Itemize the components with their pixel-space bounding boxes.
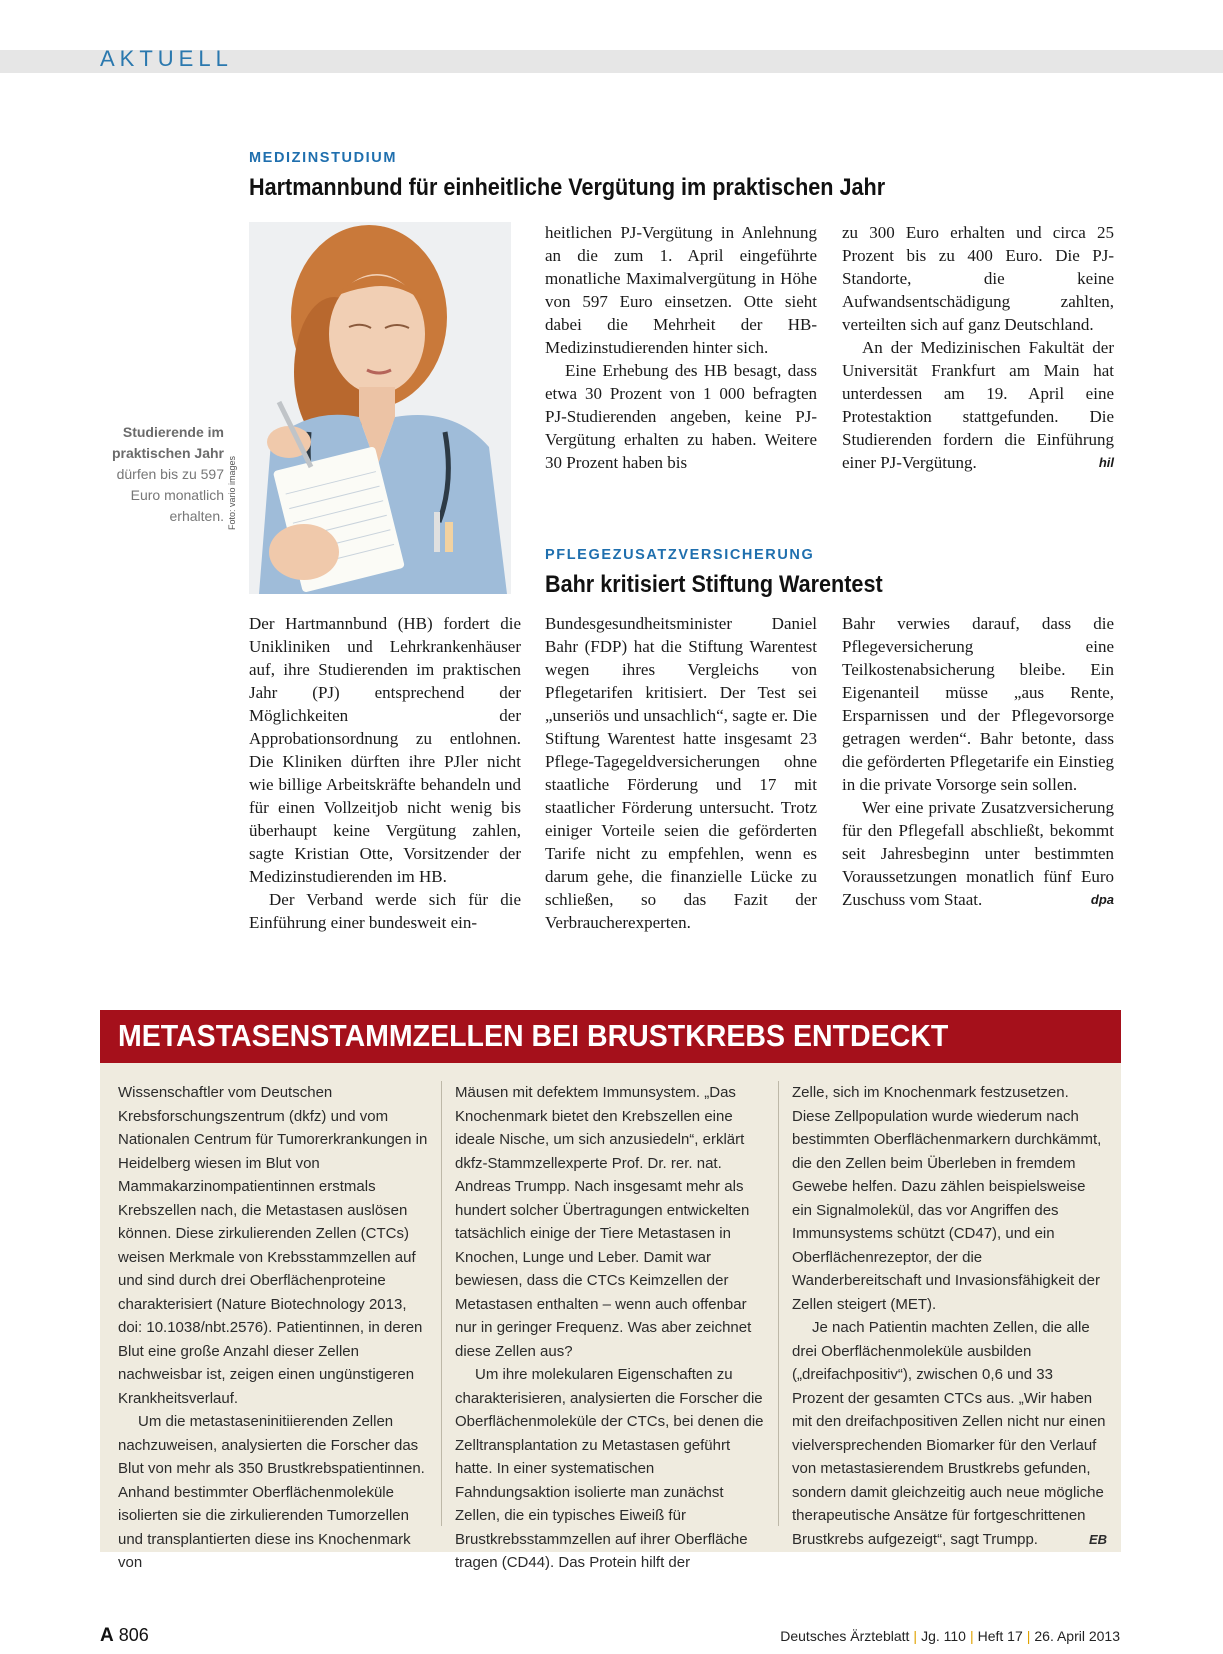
article1-col2-p2: Eine Erhebung des HB besagt, dass etwa 30 Prozent von 1 000 befragten PJ-Studierenden angeben, keine PJ-Vergütung erhalten zu haben. Weitere 30 Prozent haben bis (545, 361, 817, 472)
article1-signature: hil (1098, 455, 1114, 470)
article2-headline: Bahr kritisiert Stiftung Warentest (545, 571, 883, 598)
article2-col2-p1: Bundesgesundheitsminister Daniel Bahr (FDP) hat die Stiftung Warentest wegen ihres Vergleichs von Pflegetarifen kritisiert. Der Test sei „unseriös und unsachlich“, sagte er. Die Stiftung Warentest hatte insgesamt 23 Pflege-Tagegeldversicherungen ohne staatliche Förderung und 17 mit staatlicher Förderung untersucht. Trotz einiger Vorteile seien die geförderten Tarife nicht zu empfehlen, wenn es darum gehe, die finanzielle Lücke zu schließen, so das Fazit der Verbraucherexperten. (545, 614, 817, 932)
article1-col1 (249, 612, 521, 934)
box-col3-p1: Zelle, sich im Knochenmark festzusetzen. Diese Zellpopulation wurde wiederum nach bestimmten Oberflächenmarkern durchkämmt, die den Zellen beim Überleben in fremdem Gewebe helfen. Dazu zählen beispielsweise ein Signalmolekül, das vor Angriffen des Immunsystems schützt (CD47), und ein Oberflächenrezeptor, der die Wanderbereitschaft und Invasionsfähigkeit der Zellen steigert (MET). (792, 1084, 1102, 1313)
page-prefix: A (100, 1625, 114, 1646)
article1-col3 (842, 221, 1114, 474)
article1-kicker: MEDIZINSTUDIUM (249, 150, 398, 166)
box-divider-1 (441, 1081, 442, 1526)
box-col2 (455, 1081, 765, 1575)
box-col2-p2: Um ihre molekularen Eigenschaften zu charakterisieren, analysierten die Forscher die Oberflächenmoleküle der CTCs, bei denen die Zelltransplantation zu Metastasen geführt hatte. In einer systematischen Fahndungsaktion isolierte man zunächst Zellen, die ein typisches Eiweiß für Brustkrebsstammzellen auf ihrer Oberfläche tragen (CD44). Das Protein hilft der (455, 1366, 764, 1571)
article2-col3-p1: Bahr verwies darauf, dass die Pflegeversicherung eine Teilkostenabsicherung bleibe. Ein Eigenanteil müsse „aus Rente, Ersparnissen und der Pflegevorsorge getragen werden“. Bahr betonte, dass die geförderten Pflegetarife ein Einstieg in die private Vorsorge sein sollen. (842, 614, 1114, 794)
article2-col2 (545, 612, 817, 934)
footer-separator: | (969, 1628, 974, 1644)
footer-separator: | (913, 1628, 918, 1644)
caption-bold: Studierende im praktischen Jahr (111, 424, 224, 461)
article1-col3-p2 (842, 336, 1114, 474)
article2-col3-p2 (842, 796, 1114, 911)
article1-col1-p1: Der Hartmannbund (HB) fordert die Unikliniken und Lehrkrankenhäuser auf, ihre Studierenden im praktischen Jahr (PJ) entsprechend der Möglichkeiten der Approbationsordnung zu entlohnen. Die Kliniken dürften ihre PJler nicht wie billige Arbeitskräfte behandeln und für einen Vollzeitjob nicht wenig bis überhaupt keine Vergütung zahlen, sagte Kristian Otte, Vorsitzender der Medizinstudierenden im HB. (249, 614, 521, 886)
article1-col2 (545, 221, 817, 474)
box-divider-2 (778, 1081, 779, 1526)
footer-citation (780, 1628, 1120, 1644)
photo-caption (96, 422, 224, 527)
page-number-value: 806 (118, 1625, 149, 1645)
article1-photo (249, 222, 511, 594)
photo-credit: Foto: vario images (227, 455, 237, 530)
footer-journal: Deutsches Ärzteblatt (780, 1628, 910, 1644)
box-col3-p2 (792, 1316, 1107, 1551)
footer-issue: Heft 17 (977, 1628, 1023, 1644)
footer-separator: | (1026, 1628, 1031, 1644)
footer-volume: Jg. 110 (921, 1628, 966, 1644)
article2-col3 (842, 612, 1114, 911)
box-col3-p2-text: Je nach Patientin machten Zellen, die alle drei Oberflächenmoleküle ausbilden („dreifachpositiv“), zwischen 0,6 und 33 Prozent der gesamten CTCs aus. „Wir haben mit den dreifachpositiven Zellen nicht nur einen vielversprechenden Biomarker für den Verlauf von metastasierendem Brustkrebs gefunden, sondern damit gleichzeitig auch neue mögliche therapeutische Ansätze für fortgeschrittenen Brustkrebs aufgezeigt“, sagt Trumpp. (792, 1319, 1106, 1548)
article1-col2-p1: heitlichen PJ-Vergütung in Anlehnung an die zum 1. April eingeführte monatliche Maximalvergütung in Höhe von 597 Euro einsetzen. Otte sieht dabei die Mehrheit der HB-Medizinstudierenden hinter sich. (545, 223, 817, 357)
article2-col3-p2-text: Wer eine private Zusatzversicherung für den Pflegefall abschließt, bekommt seit Jahresbeginn unter bestimmten Voraussetzungen monatlich fünf Euro Zuschuss vom Staat. (842, 798, 1114, 909)
box-col1-p1: Wissenschaftler vom Deutschen Krebsforschungszentrum (dkfz) und vom Nationalen Centrum für Tumorerkrankungen in Heidelberg wiesen im Blut von Mammakarzinompatientinnen erstmals Krebszellen nach, die Metastasen auslösen können. Diese zirkulierenden Zellen (CTCs) weisen Merkmale von Krebsstammzellen auf und sind durch drei Oberflächenproteine charakterisiert (Nature Biotechnology 2013, doi: 10.1038/nbt.2576). Patientinnen, in deren Blut eine große Anzahl dieser Zellen nachweisbar ist, zeigen einen ungünstigeren Krankheitsverlauf. (118, 1084, 428, 1407)
section-label: AKTUELL (100, 46, 233, 71)
page-number (100, 1625, 149, 1647)
article1-col3-p1: zu 300 Euro erhalten und circa 25 Prozent bis zu 400 Euro. Die PJ-Standorte, die keine Aufwandsentschädigung zahlten, verteilten sich auf ganz Deutschland. (842, 223, 1114, 334)
footer-date: 26. April 2013 (1034, 1628, 1120, 1644)
box-col1 (118, 1081, 428, 1575)
box-col2-p1: Mäusen mit defektem Immunsystem. „Das Knochenmark bietet den Krebszellen eine ideale Nische, um sich anzusiedeln“, erklärt dkfz-Stammzellexperte Prof. Dr. rer. nat. Andreas Trumpp. Nach insgesamt mehr als hundert solcher Übertragungen entwickelten tatsächlich einige der Tiere Metastasen in Knochen, Lunge und Leber. Damit war bewiesen, dass die CTCs Keimzellen der Metastasen enthalten – wenn auch offenbar nur in geringer Frequenz. Was aber zeichnet diese Zellen aus? (455, 1084, 752, 1360)
article1-headline: Hartmannbund für einheitliche Vergütung im praktischen Jahr (249, 174, 886, 201)
article2-signature: dpa (1090, 892, 1114, 907)
article2-kicker: PFLEGEZUSATZVERSICHERUNG (545, 547, 815, 563)
article1-col3-p2-text: An der Medizinischen Fakultät der Universität Frankfurt am Main hat unterdessen am 19. April eine Protestaktion stattgefunden. Die Studierenden fordern die Einführung einer PJ-Vergütung. (842, 338, 1114, 472)
box-signature: EB (1088, 1531, 1107, 1547)
box-col3 (792, 1081, 1107, 1551)
article1-col1-p2: Der Verband werde sich für die Einführung einer bundesweit ein- (249, 890, 521, 932)
info-box-title: METASTASENSTAMMZELLEN BEI BRUSTKREBS ENTDECKT (118, 1018, 949, 1053)
box-col1-p2: Um die metastaseninitiierenden Zellen nachzuweisen, analysierten die Forscher das Blut von mehr als 350 Brustkrebspatientinnen. Anhand bestimmter Oberflächenmoleküle isolierten sie die zirkulierenden Tumorzellen und transplantierten diese ins Knochenmark von (118, 1413, 425, 1571)
caption-text: dürfen bis zu 597 Euro monatlich erhalten. (116, 466, 224, 524)
